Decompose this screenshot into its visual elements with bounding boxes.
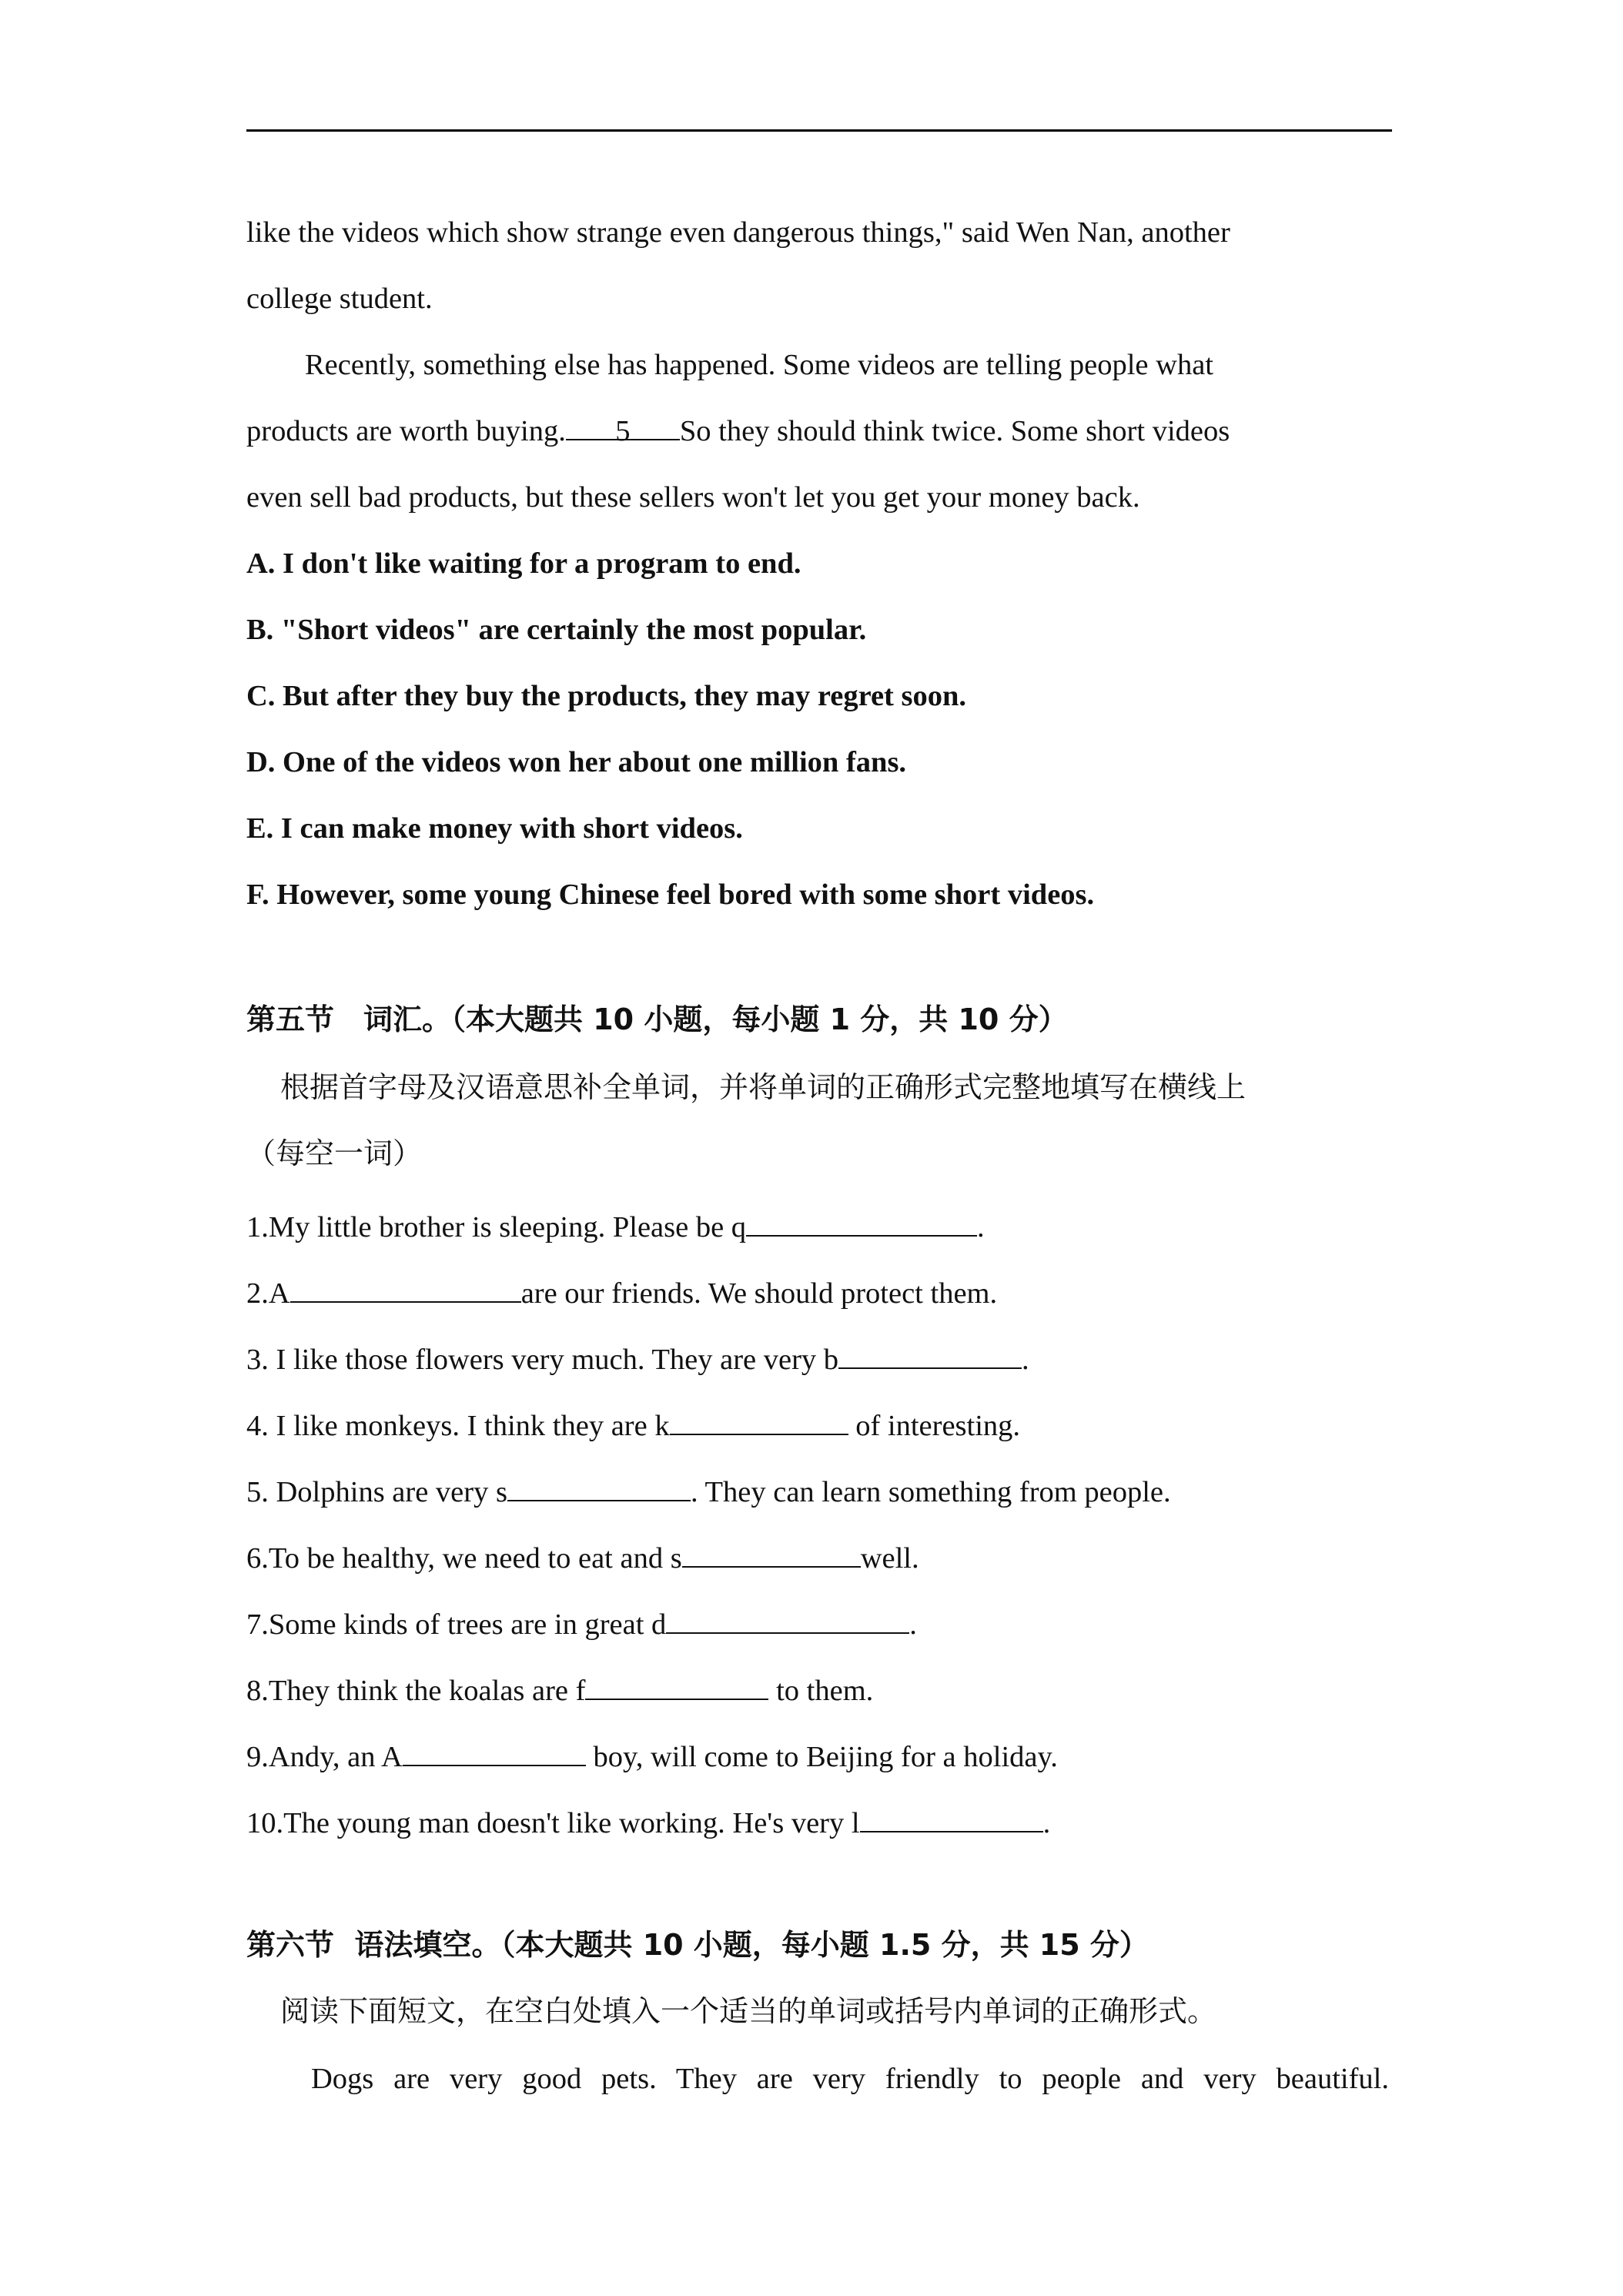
- vocab-item-9-blank: [403, 1739, 586, 1766]
- vocab-item-5-blank: [507, 1474, 691, 1501]
- passage-line-3: Recently, something else has happened. Some videos are telling people what: [305, 349, 1213, 381]
- option-c: C. But after they buy the products, they may regret soon.: [246, 680, 967, 712]
- vocab-item-8-before: 8.They think the koalas are f: [246, 1675, 586, 1707]
- vocab-item-4-blank: [670, 1407, 848, 1435]
- section6-title: 第六节 语法填空。（本大题共 10 小题，每小题 1.5 分，共 15 分）: [246, 1928, 1149, 1962]
- vocab-item-4-before: 4. I like monkeys. I think they are k: [246, 1410, 670, 1442]
- vocab-item-1-before: 1.My little brother is sleeping. Please be q: [246, 1211, 747, 1243]
- vocab-item-3-before: 3. I like those flowers very much. They are very b: [246, 1344, 839, 1376]
- option-f: F. However, some young Chinese feel bored with some short videos.: [246, 879, 1095, 911]
- vocab-item-10-after: .: [1042, 1807, 1051, 1839]
- header-rule: [246, 129, 1392, 132]
- vocab-item-6: [246, 1540, 919, 1577]
- vocab-item-3-after: .: [1022, 1344, 1029, 1376]
- vocab-item-7: [246, 1606, 917, 1643]
- vocab-item-6-blank: [682, 1540, 861, 1568]
- vocab-item-9-before: 9.Andy, an A: [246, 1741, 403, 1773]
- vocab-item-8-after: to them.: [768, 1675, 874, 1707]
- section6-instruction: 阅读下面短文，在空白处填入一个适当的单词或括号内单词的正确形式。: [280, 1994, 1217, 2028]
- vocab-item-9-after: boy, will come to Beijing for a holiday.: [585, 1741, 1058, 1773]
- vocab-item-9: [246, 1739, 1058, 1776]
- vocab-item-7-before: 7.Some kinds of trees are in great d: [246, 1608, 667, 1641]
- vocab-item-1-after: .: [977, 1211, 985, 1243]
- vocab-item-2-blank: [290, 1275, 521, 1303]
- section5-instruction-1: 根据首字母及汉语意思补全单词，并将单词的正确形式完整地填写在横线上: [280, 1070, 1247, 1104]
- vocab-item-7-after: .: [909, 1608, 917, 1641]
- vocab-item-1-blank: [746, 1209, 977, 1237]
- section6-text-line-1: Dogs are very good pets. They are very friendly to people and very beautiful.: [311, 2063, 1389, 2095]
- vocab-item-2-after: are our friends. We should protect them.: [520, 1277, 998, 1310]
- vocab-item-2: [246, 1275, 997, 1312]
- option-e: E. I can make money with short videos.: [246, 812, 743, 845]
- vocab-item-7-blank: [666, 1606, 909, 1634]
- vocab-item-3: [246, 1341, 1029, 1378]
- option-d: D. One of the videos won her about one million fans.: [246, 746, 907, 778]
- vocab-item-10-blank: [860, 1805, 1043, 1832]
- vocab-item-10: [246, 1805, 1050, 1842]
- passage-line-5: even sell bad products, but these sellers won't let you get your money back.: [246, 481, 1140, 514]
- vocab-item-4: [246, 1407, 1020, 1444]
- vocab-item-10-before: 10.The young man doesn't like working. He's very l: [246, 1807, 860, 1839]
- vocab-item-6-after: well.: [860, 1542, 919, 1575]
- option-a: A. I don't like waiting for a program to end.: [246, 547, 801, 580]
- section5-title: 第五节 词汇。（本大题共 10 小题，每小题 1 分，共 10 分）: [246, 1002, 1068, 1036]
- passage-line-2: college student.: [246, 283, 433, 315]
- section5-instruction-2: （每空一词）: [246, 1136, 423, 1170]
- vocab-item-3-blank: [838, 1341, 1022, 1369]
- option-b: B. "Short videos" are certainly the most popular.: [246, 614, 867, 646]
- vocab-item-4-after: of interesting.: [848, 1410, 1021, 1442]
- vocab-item-5-after: . They can learn something from people.: [690, 1476, 1171, 1508]
- vocab-item-1: [246, 1209, 985, 1246]
- vocab-item-6-before: 6.To be healthy, we need to eat and s: [246, 1542, 682, 1575]
- passage-line-4: [246, 413, 1230, 450]
- vocab-item-5: [246, 1474, 1171, 1511]
- vocab-item-5-before: 5. Dolphins are very s: [246, 1476, 507, 1508]
- vocab-item-2-before: 2.A: [246, 1277, 290, 1310]
- vocab-item-8: [246, 1672, 873, 1709]
- vocab-item-8-blank: [585, 1672, 768, 1700]
- passage-line-4-before: products are worth buying.: [246, 415, 566, 447]
- passage-line-1: like the videos which show strange even dangerous things," said Wen Nan, another: [246, 216, 1230, 249]
- blank-5: 5: [566, 413, 680, 440]
- passage-line-4-after: So they should think twice. Some short videos: [679, 415, 1230, 447]
